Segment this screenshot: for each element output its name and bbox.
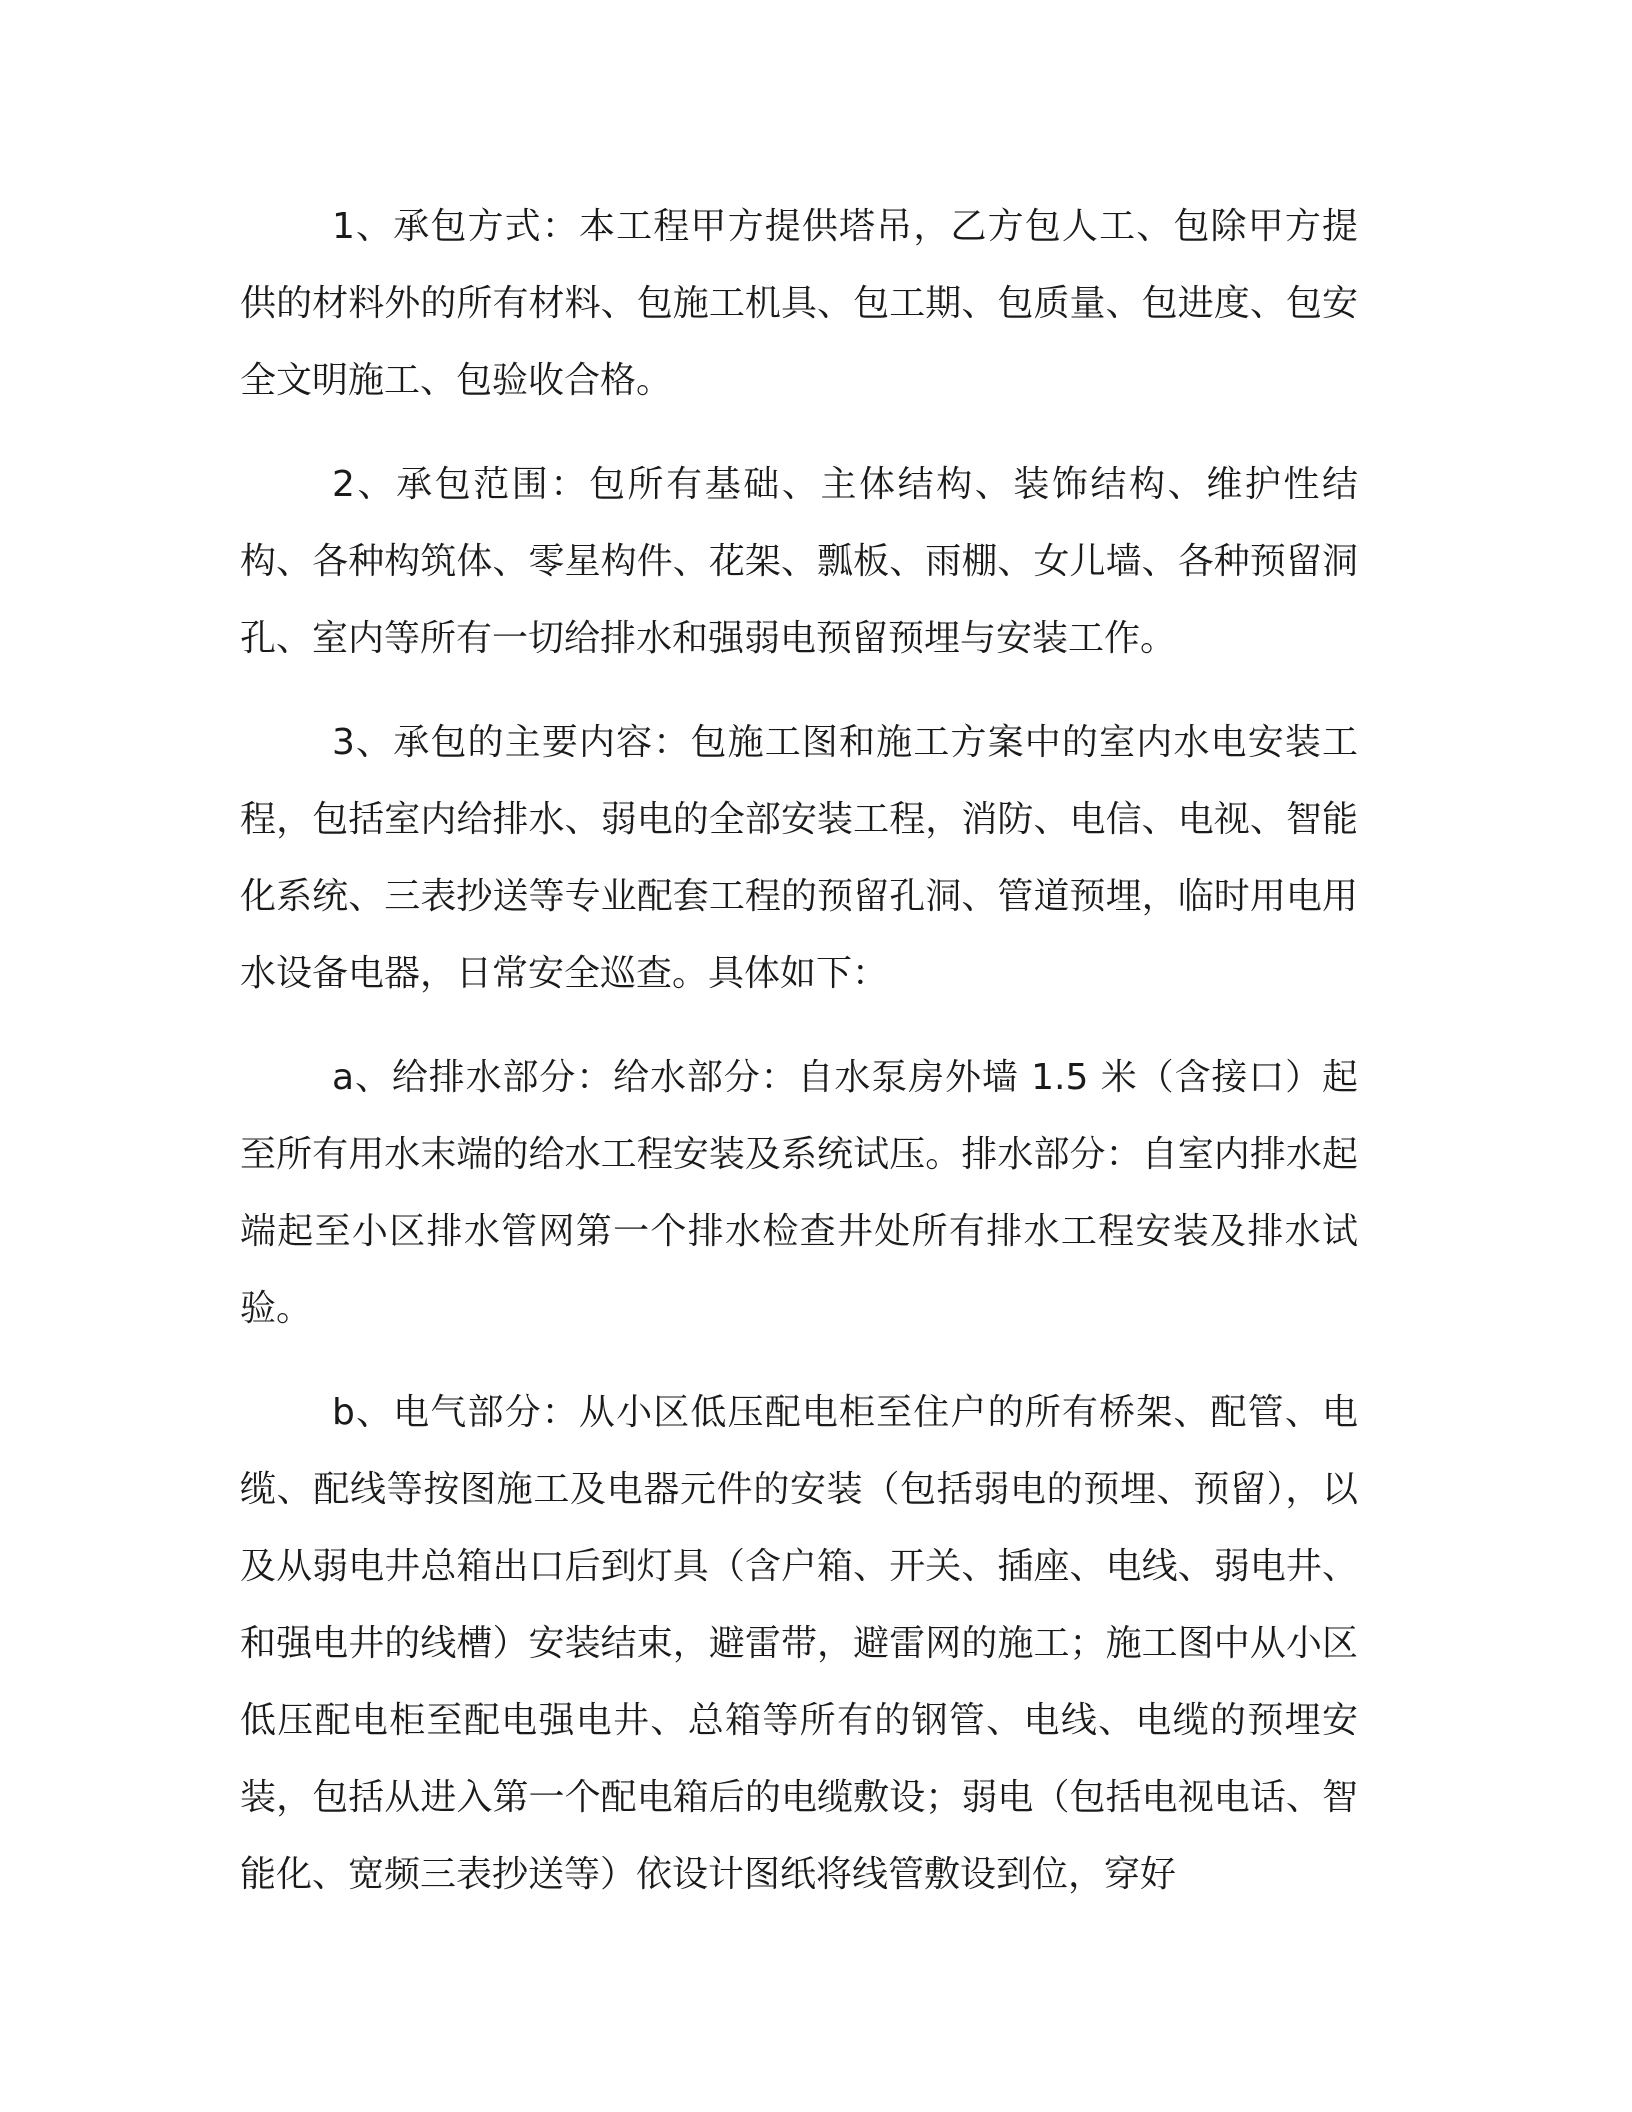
paragraph-main-content: 3、承包的主要内容：包施工图和施工方案中的室内水电安装工程，包括室内给排水、弱电的全部安装工程，消防、电信、电视、智能化系统、三表抄送等专业配套工程的预留孔洞、管道预埋，临时用电用水设备电器，日常安全巡查。具体如下： bbox=[240, 722, 1358, 994]
paragraph-electrical: b、电气部分：从小区低压配电柜至住户的所有桥架、配管、电缆、配线等按图施工及电器元件的安装（包括弱电的预埋、预留），以及从弱电井总箱出口后到灯具（含户箱、开关、插座、电线、弱电井、和强电井的线槽）安装结束，避雷带，避雷网的施工；施工图中从小区低压配电柜至配电强电井、总箱等所有的钢管、电线、电缆的预埋安装，包括从进入第一个配电箱后的电缆敷设；弱电（包括电视电话、智能化、宽频三表抄送等）依设计图纸将线管敷设到位，穿好 bbox=[240, 1392, 1358, 1895]
paragraph-water-supply-drainage: a、给排水部分：给水部分：自水泵房外墙 1.5 米（含接口）起至所有用水末端的给水工程安装及系统试压。排水部分：自室内排水起端起至小区排水管网第一个排水检查井处所有排水工程安装及排水试验。 bbox=[240, 1057, 1358, 1329]
paragraph-contract-scope: 2、承包范围：包所有基础、主体结构、装饰结构、维护性结构、各种构筑体、零星构件、花架、瓢板、雨棚、女儿墙、各种预留洞孔、室内等所有一切给排水和强弱电预留预埋与安装工作。 bbox=[240, 464, 1358, 659]
document-body bbox=[240, 188, 1358, 1940]
paragraph-contract-method: 1、承包方式：本工程甲方提供塔吊，乙方包人工、包除甲方提供的材料外的所有材料、包施工机具、包工期、包质量、包进度、包安全文明施工、包验收合格。 bbox=[240, 206, 1358, 401]
